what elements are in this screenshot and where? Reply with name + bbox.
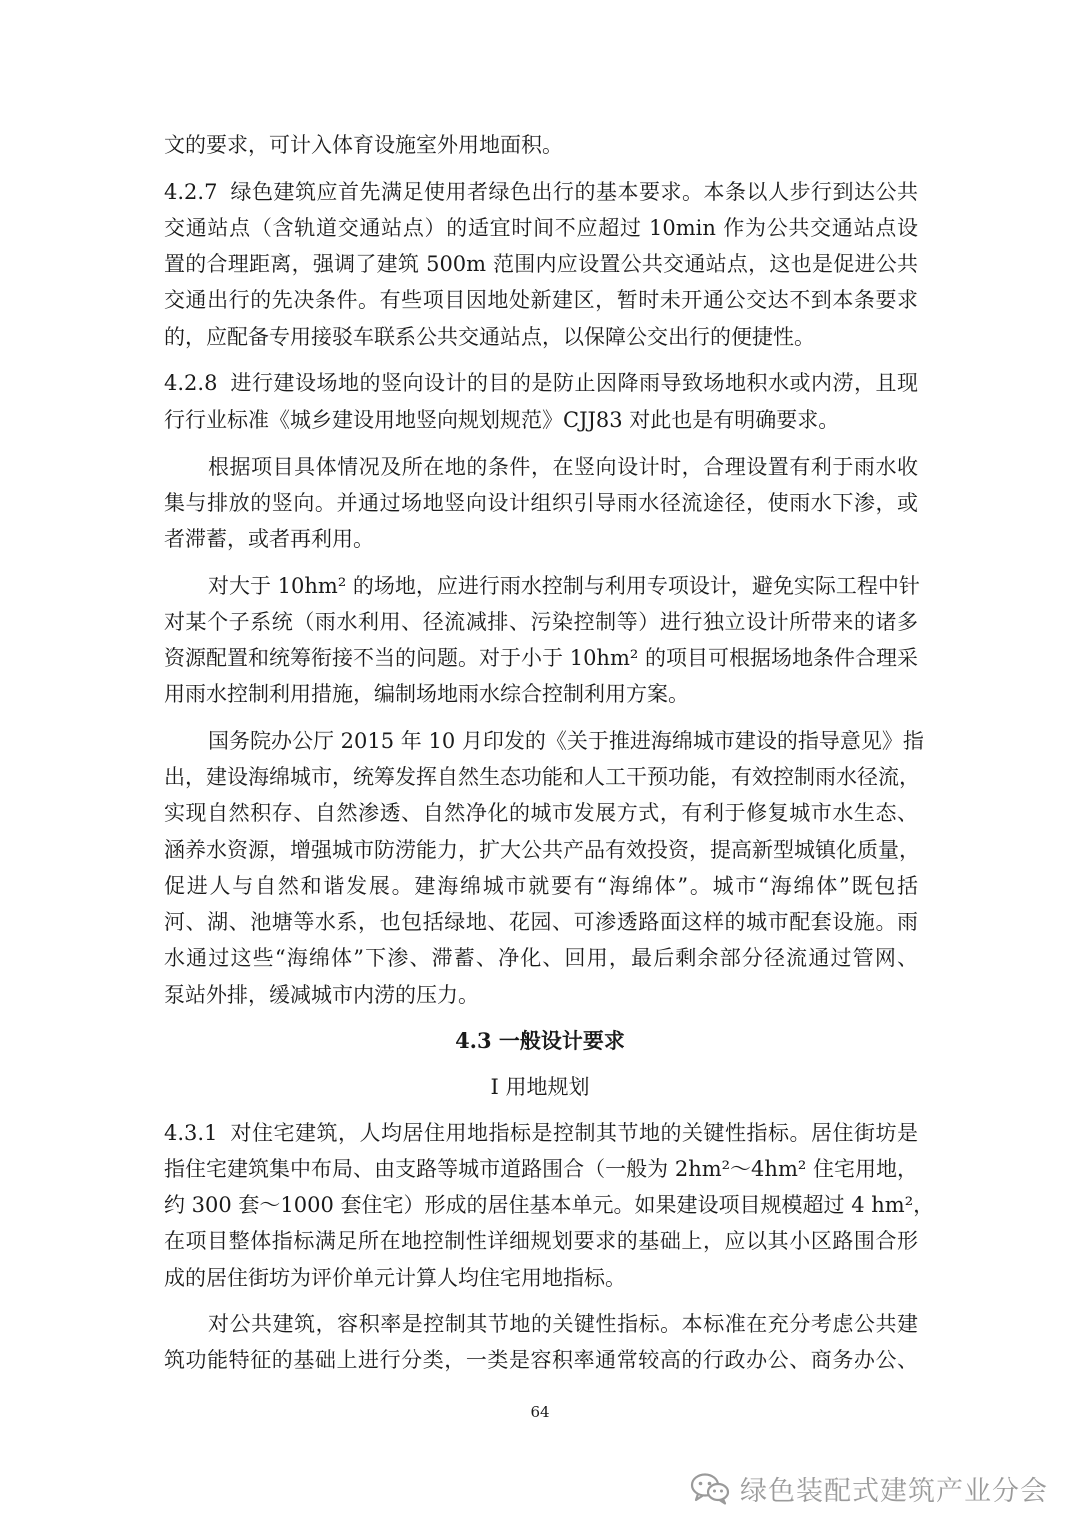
clause-4-2-7-line [164,178,918,206]
text-line: 泵站外排，缓减城市内涝的压力。 [164,983,479,1007]
watermark [690,1468,1048,1508]
text-line: 对大于 10hm² 的场地，应进行雨水控制与利用专项设计，避免实际工程中针 [208,574,920,598]
text-line: 对住宅建筑，人均居住用地指标是控制其节地的关键性指标。居住街坊是 [230,1121,918,1145]
text-line: 国务院办公厅 2015 年 10 月印发的《关于推进海绵城市建设的指导意见》指 [208,729,924,753]
clause-number: 4.3.1 [164,1121,218,1145]
text-line: 交通站点（含轨道交通站点）的适宜时间不应超过 10min 作为公共交通站点设 [164,216,918,240]
text-line: 对某个子系统（雨水利用、径流减排、污染控制等）进行独立设计所带来的诸多 [164,610,918,634]
text-line: 河、湖、池塘等水系，也包括绿地、花园、可渗透路面这样的城市配套设施。雨 [164,910,918,934]
text-line: 筑功能特征的基础上进行分类，一类是容积率通常较高的行政办公、商务办公、 [164,1348,918,1372]
text-line: 的，应配备专用接驳车联系公共交通站点，以保障公交出行的便捷性。 [164,325,815,349]
page-number: 64 [530,1403,550,1421]
clause-number: 4.2.7 [164,180,218,204]
section-title: 4.3 一般设计要求 [455,1028,625,1053]
clause-4-2-8-line [164,369,918,397]
text-line: 涵养水资源，增强城市防涝能力，扩大公共产品有效投资，提高新型城镇化质量， [164,838,920,862]
text-line: 置的合理距离，强调了建筑 500m 范围内应设置公共交通站点，这也是促进公共 [164,252,918,276]
watermark-text: 绿色装配式建筑产业分会 [740,1475,1048,1507]
text-line: 资源配置和统筹衔接不当的问题。对于小于 10hm² 的项目可根据场地条件合理采 [164,646,918,670]
text-line: 对公共建筑，容积率是控制其节地的关键性指标。本标准在充分考虑公共建 [208,1312,918,1336]
text-line: 根据项目具体情况及所在地的条件，在竖向设计时，合理设置有利于雨水收 [208,455,918,479]
text-line: 交通出行的先决条件。有些项目因地处新建区，暂时未开通公交达不到本条要求 [164,288,918,312]
text-line: 者滞蓄，或者再利用。 [164,527,374,551]
text-line: 行行业标准《城乡建设用地竖向规划规范》CJJ83 对此也是有明确要求。 [164,408,840,432]
text-line: 实现自然积存、自然渗透、自然净化的城市发展方式，有利于修复城市水生态、 [164,801,918,825]
clause-4-3-1-line [164,1119,918,1147]
clause-number: 4.2.8 [164,371,218,395]
text-line: 指住宅建筑集中布局、由支路等城市道路围合（一般为 2hm²～4hm² 住宅用地， [164,1157,918,1181]
text-line: 绿色建筑应首先满足使用者绿色出行的基本要求。本条以人步行到达公共 [230,180,918,204]
text-line: 促进人与自然和谐发展。建海绵城市就要有“海绵体”。城市“海绵体”既包括 [164,874,918,898]
text-line: 进行建设场地的竖向设计的目的是防止因降雨导致场地积水或内涝，且现 [230,371,918,395]
text-line: 水通过这些“海绵体”下渗、滞蓄、净化、回用，最后剩余部分径流通过管网、 [164,946,918,970]
subsection-title: Ⅰ 用地规划 [490,1075,590,1099]
text-line: 成的居住街坊为评价单元计算人均住宅用地指标。 [164,1266,626,1290]
text-line: 出，建设海绵城市，统筹发挥自然生态功能和人工干预功能，有效控制雨水径流， [164,765,920,789]
text-line: 约 300 套～1000 套住宅）形成的居住基本单元。如果建设项目规模超过 4 hm²， [164,1193,935,1217]
text-line: 集与排放的竖向。并通过场地竖向设计组织引导雨水径流途径，使雨水下渗，或 [164,491,918,515]
text-line: 文的要求，可计入体育设施室外用地面积。 [164,133,563,157]
text-line: 用雨水控制利用措施，编制场地雨水综合控制利用方案。 [164,682,689,706]
wechat-icon [690,1471,730,1505]
text-line: 在项目整体指标满足所在地控制性详细规划要求的基础上，应以其小区路围合形 [164,1229,918,1253]
